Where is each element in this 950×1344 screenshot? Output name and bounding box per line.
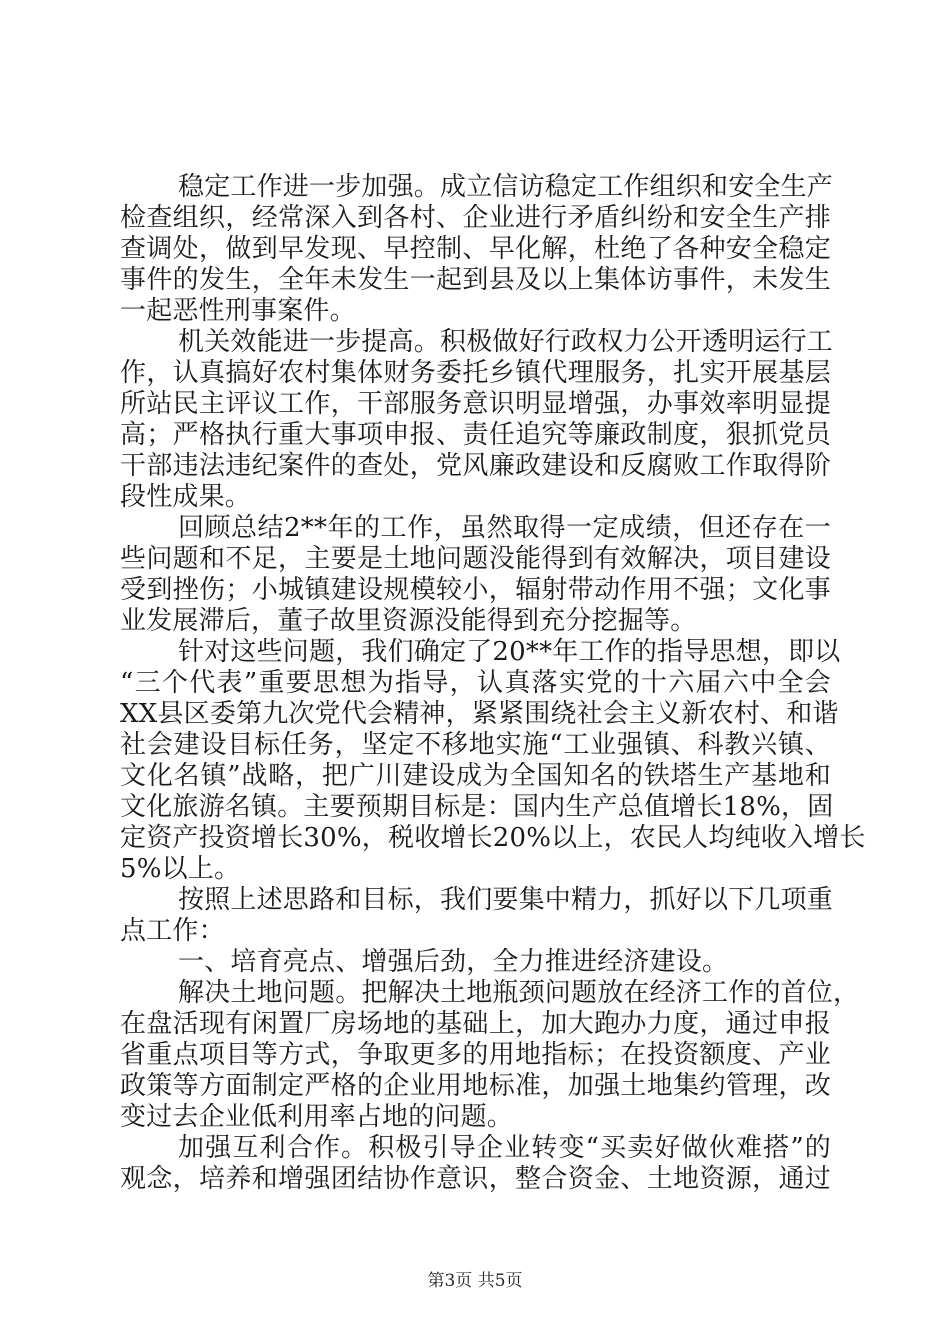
text-line: 作，认真搞好农村集体财务委托乡镇代理服务，扎实开展基层 <box>120 358 831 388</box>
text-line: “三个代表”重要思想为指导，认真落实党的十六届六中全会 <box>120 668 831 698</box>
text-line: 段性成果。 <box>120 482 252 512</box>
text-line: 在盘活现有闲置厂房场地的基础上，加大跑办力度，通过申报 <box>120 1009 831 1039</box>
text-line: 业发展滞后，董子故里资源没能得到充分挖掘等。 <box>120 606 697 636</box>
text-line: 所站民主评议工作，干部服务意识明显增强，办事效率明显提 <box>120 389 831 419</box>
text-line: 定资产投资增长30%，税收增长20%以上，农民人均纯收入增长 <box>120 823 866 853</box>
text-line: 文化名镇”战略，把广川建设成为全国知名的铁塔生产基地和 <box>120 761 831 791</box>
text-line: 机关效能进一步提高。积极做好行政权力公开透明运行工 <box>178 327 834 357</box>
text-line: 事件的发生，全年未发生一起到县及以上集体访事件，未发生 <box>120 265 831 295</box>
text-line: 按照上述思路和目标，我们要集中精力，抓好以下几项重 <box>178 885 834 915</box>
text-line: 政策等方面制定严格的企业用地标准，加强土地集约管理，改 <box>120 1071 831 1101</box>
text-line: 5%以上。 <box>120 854 241 884</box>
text-line: 高；严格执行重大事项申报、责任追究等廉政制度，狠抓党员 <box>120 420 831 450</box>
text-line: 省重点项目等方式，争取更多的用地指标；在投资额度、产业 <box>120 1040 831 1070</box>
text-line: 社会建设目标任务，坚定不移地实施“工业强镇、科教兴镇、 <box>120 730 831 760</box>
text-line: XX县区委第九次党代会精神，紧紧围绕社会主义新农村、和谐 <box>120 699 839 729</box>
text-line: 回顾总结2**年的工作，虽然取得一定成绩，但还存在一 <box>178 513 831 543</box>
text-line: 文化旅游名镇。主要预期目标是：国内生产总值增长18%，固 <box>120 792 834 822</box>
document-body <box>120 172 866 1195</box>
text-line: 解决土地问题。把解决土地瓶颈问题放在经济工作的首位， <box>178 978 860 1008</box>
text-line: 受到挫伤；小城镇建设规模较小，辐射带动作用不强；文化事 <box>120 575 831 605</box>
text-line: 针对这些问题，我们确定了20**年工作的指导思想，即以 <box>178 637 841 667</box>
text-line: 稳定工作进一步加强。成立信访稳定工作组织和安全生产 <box>178 172 834 202</box>
text-line: 一、培育亮点、增强后劲，全力推进经济建设。 <box>178 947 729 977</box>
text-line: 变过去企业低利用率占地的问题。 <box>120 1102 514 1132</box>
text-line: 干部违法违纪案件的查处，党风廉政建设和反腐败工作取得阶 <box>120 451 831 481</box>
page-footer: 第3页 共5页 <box>427 1271 523 1291</box>
text-line: 些问题和不足，主要是土地问题没能得到有效解决，项目建设 <box>120 544 831 574</box>
text-line: 一起恶性刑事案件。 <box>120 296 356 326</box>
text-line: 点工作： <box>120 916 225 946</box>
text-line: 查调处，做到早发现、早控制、早化解，杜绝了各种安全稳定 <box>120 234 831 264</box>
text-line: 检查组织，经常深入到各村、企业进行矛盾纠纷和安全生产排 <box>120 203 831 233</box>
text-line: 加强互利合作。积极引导企业转变“买卖好做伙难搭”的 <box>178 1133 831 1163</box>
text-line: 观念，培养和增强团结协作意识，整合资金、土地资源，通过 <box>120 1164 831 1194</box>
